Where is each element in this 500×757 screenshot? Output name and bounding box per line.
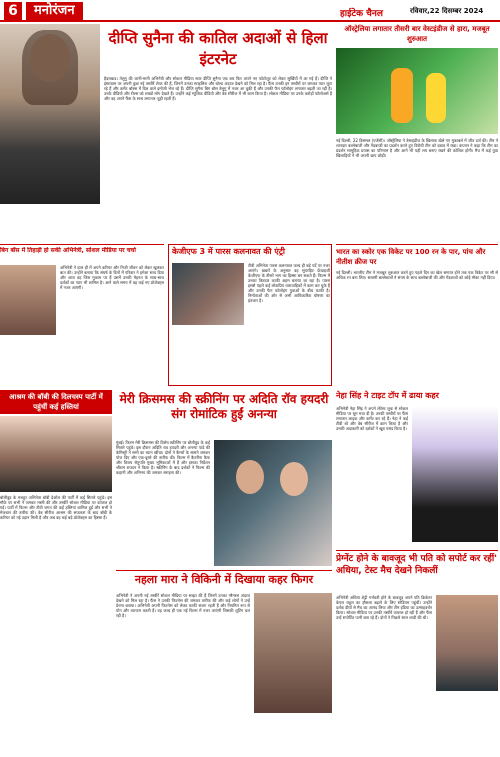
ashram-photo bbox=[0, 416, 112, 492]
actress-block bbox=[0, 244, 164, 386]
kgf-photo bbox=[172, 263, 244, 325]
masthead bbox=[0, 0, 500, 22]
nehru-headline: नहला मारा ने विकिनी में दिखाया कहर फिगर bbox=[134, 573, 314, 586]
actress-body: अभिनेत्री ने हाल ही में अपने करियर और निजी जीवन को लेकर खुलकर बात की। उन्होंने बताया कि संघर्ष के दिनों में परिवार ने हमेशा साथ दिया और आज वह जिस मुकाम पर हैं उसमें उनकी मेहनत के साथ-साथ दर्शकों का प्यार भी शामिल है। आने वाले समय में वह कई नए प्रोजेक्ट्स में नजर आएंगी। bbox=[60, 265, 164, 290]
issue-date: रविवार,22 दिसम्बर 2024 bbox=[410, 7, 484, 15]
sports-photo bbox=[336, 48, 498, 134]
christmas-headline: मेरी क्रिसमस की स्क्रीनिंग पर अदिति रॉव हयदरी संग रोमांटिक हुईं अनन्या bbox=[119, 392, 329, 421]
page-number: 6 bbox=[4, 2, 22, 20]
ashram-block bbox=[0, 390, 112, 756]
kgf-body: टीवी अभिनेता पारस कलनावत जल्द ही बड़े पर्दे पर नजर आएंगे। खबरों के अनुसार वह सुपरहिट फ्रेंचाइजी केजीएफ के तीसरे भाग का हिस्सा बन सकते हैं। फिल्म में उनका किरदार काफी अहम बताया जा रहा है। पारस इससे पहले कई लोकप्रिय धारावाहिकों में काम कर चुके हैं और उनकी फैन फॉलोइंग युवाओं के बीच काफी है। निर्माताओं की ओर से अभी आधिकारिक घोषणा का इंतजार है। bbox=[248, 263, 330, 303]
india-headline: भारत का स्कोर एक विकेट पर 100 रन के पार, पांच और नीतीश क्रीज पर bbox=[336, 248, 486, 266]
sports-headline: ऑस्ट्रेलिया लगातार तीसरी बार वेस्टइंडीज से हारा, मजबूत शुरुआत bbox=[344, 25, 490, 43]
section-title: मनोरंजन bbox=[26, 2, 83, 20]
kgf-block bbox=[168, 244, 332, 386]
ashram-body: बॉलीवुड के मशहूर अभिनेता बॉबी देओल की पार्टी में कई सितारे पहुंचे। इस मौके पर सभी ने जमकर मस्ती की और तस्वीरें सोशल मीडिया पर वायरल हो गईं। पार्टी में फिल्म और टीवी जगत की कई हस्तियां शामिल हुईं और सभी ने मेजबान की तारीफ की। वेब सीरीज आश्रम की सफलता के बाद बॉबी के करियर को नई उड़ान मिली है और अब वह कई बड़े प्रोजेक्ट्स का हिस्सा हैं। bbox=[0, 495, 112, 520]
neha-headline: नेहा सिंह ने टाइट टॉप में ढाया कहर bbox=[336, 391, 439, 400]
main-body: हैदराबाद। तेलुगु की जानी-मानी अभिनेत्री और सोशल मीडिया स्टार दीप्ति सुनैना एक बार फिर अपने नए फोटोशूट को लेकर सुर्खियों में आ गई हैं। दीप्ति ने इंस्टाग्राम पर अपनी कुछ नई तस्वीरें शेयर की हैं, जिनमें उनका स्टाइलिश और बोल्ड अंदाज देखने को मिल रहा है। फैंस उनकी इन तस्वीरों पर जमकर प्यार लुटा रहे हैं और कमेंट बॉक्स में दिल वाले इमोजी भेज रहे हैं। दीप्ति सुनैना बिग बॉस तेलुगु में नजर आ चुकी हैं और उनकी फैन फॉलोइंग लगातार बढ़ती जा रही है। उनके वीडियो और रील्स को लाखों लोग देखते हैं। उन्होंने कई म्यूजिक वीडियो और वेब सीरीज में भी काम किया है। सोशल मीडिया पर उनके करोड़ों फॉलोअर्स हैं और वह अपने फैंस के साथ लगातार जुड़ी रहती हैं। bbox=[104, 76, 332, 101]
christmas-body: मुंबई। फिल्म मेरी क्रिसमस की विशेष स्क्रीनिंग पर बॉलीवुड के कई सितारे पहुंचे। इस दौरान अदिति राव हयदरी और अनन्या पांडे की केमिस्ट्री ने सभी का ध्यान खींचा। दोनों ने कैमरों के सामने जमकर पोज दिए और एक-दूसरे की तारीफ की। फिल्म में कैटरीना कैफ और विजय सेतुपति मुख्य भूमिकाओं में हैं और इसका निर्देशन श्रीराम राघवन ने किया है। स्क्रीनिंग के बाद दर्शकों ने फिल्म की कहानी और अभिनय की जमकर सराहना की। bbox=[116, 440, 210, 475]
pregnant-block bbox=[336, 550, 498, 756]
christmas-photo bbox=[214, 440, 332, 566]
neha-block bbox=[336, 390, 498, 546]
actress-photo bbox=[0, 265, 56, 335]
nehru-photo bbox=[254, 593, 332, 713]
kgf-headline: केजीएफ 3 में पारस कलनावत की एंट्री bbox=[169, 245, 331, 259]
pregnant-headline: प्रेग्नेंट होने के बावजूद भी पति को सपोर्ट कर रहीं' अधिया, टेस्ट मैच देखने निकलीं bbox=[336, 554, 498, 576]
nehru-body: अभिनेत्री ने अपनी नई तस्वीरें सोशल मीडिया पर साझा की हैं जिनमें उनका ग्लैमरस अंदाज देखने को मिल रहा है। फैंस ने उनकी फिटनेस की जमकर तारीफ की और कई लोगों ने उन्हें प्रेरणा बताया। अभिनेत्री अपनी फिटनेस को लेकर काफी सजग रहती हैं और नियमित रूप से योग और व्यायाम करती हैं। वह जल्द ही एक नई फिल्म में नजर आएंगी जिसकी शूटिंग चल रही है। bbox=[116, 593, 250, 618]
main-story-photo bbox=[0, 24, 100, 204]
sports-body: नई दिल्ली, 22 दिसम्बर (एजेंसी)। ऑस्ट्रेलिया ने वेस्टइंडीज के खिलाफ खेले गए मुकाबले में जीत दर्ज की। टीम ने शानदार बल्लेबाजी और गेंदबाजी का प्रदर्शन करते हुए विरोधी टीम को दबाव में रखा। कप्तान ने कहा कि टीम का प्रदर्शन सामूहिक प्रयास का परिणाम है और आगे भी यही लय बनाए रखने की कोशिश होगी। मैच में कई युवा खिलाड़ियों ने भी अपनी छाप छोड़ी। bbox=[336, 138, 498, 158]
pregnant-body: अभिनेत्री अथिया शेट्टी गर्भवती होने के बावजूद अपने पति क्रिकेटर केएल राहुल का हौसला बढ़ाने के लिए स्टेडियम पहुंचीं। उन्होंने दर्शक दीर्घा से मैच का आनंद लिया और टीम इंडिया का उत्साहवर्धन किया। सोशल मीडिया पर उनकी तस्वीरें वायरल हो रही हैं और फैंस उन्हें सपोर्टिव पत्नी बता रहे हैं। दोनों ने पिछले साल शादी की थी। bbox=[336, 595, 432, 620]
main-headline: दीप्ति सुनैना की कातिल अदाओं से हिला इंटरनेट bbox=[108, 29, 328, 68]
india-body: नई दिल्ली। भारतीय टीम ने मजबूत शुरुआत करते हुए पहले दिन का खेल समाप्त होने तक एक विकेट पर सौ से अधिक रन बना लिए। सलामी बल्लेबाजों ने संयम के साथ बल्लेबाजी की और गेंदबाजों को कोई मौका नहीं दिया। bbox=[336, 270, 498, 280]
neha-body: अभिनेत्री नेहा सिंह ने अपने लेटेस्ट लुक से सोशल मीडिया पर धूम मचा दी है। उनकी तस्वीरों पर फैंस लगातार लाइक और कमेंट कर रहे हैं। नेहा ने कई टीवी शो और वेब सीरीज में काम किया है और उनकी अदाकारी को दर्शकों ने खूब पसंद किया है। bbox=[336, 406, 408, 431]
neha-photo bbox=[412, 406, 498, 542]
pregnant-photo bbox=[436, 595, 498, 691]
actress-headline: बिग बॉस में तिहाड़ी हो सकी अभिनेत्री, सोशल मीडिया पर चर्चा bbox=[0, 247, 136, 254]
ashram-headline: आश्रम की बॉबी की दिलचस्प पार्टी में पहुंचीं कई हस्तियां bbox=[0, 390, 112, 414]
paper-name: हाईटेक चैनल bbox=[340, 9, 383, 19]
nehru-block bbox=[116, 570, 332, 756]
india-block bbox=[336, 244, 498, 342]
